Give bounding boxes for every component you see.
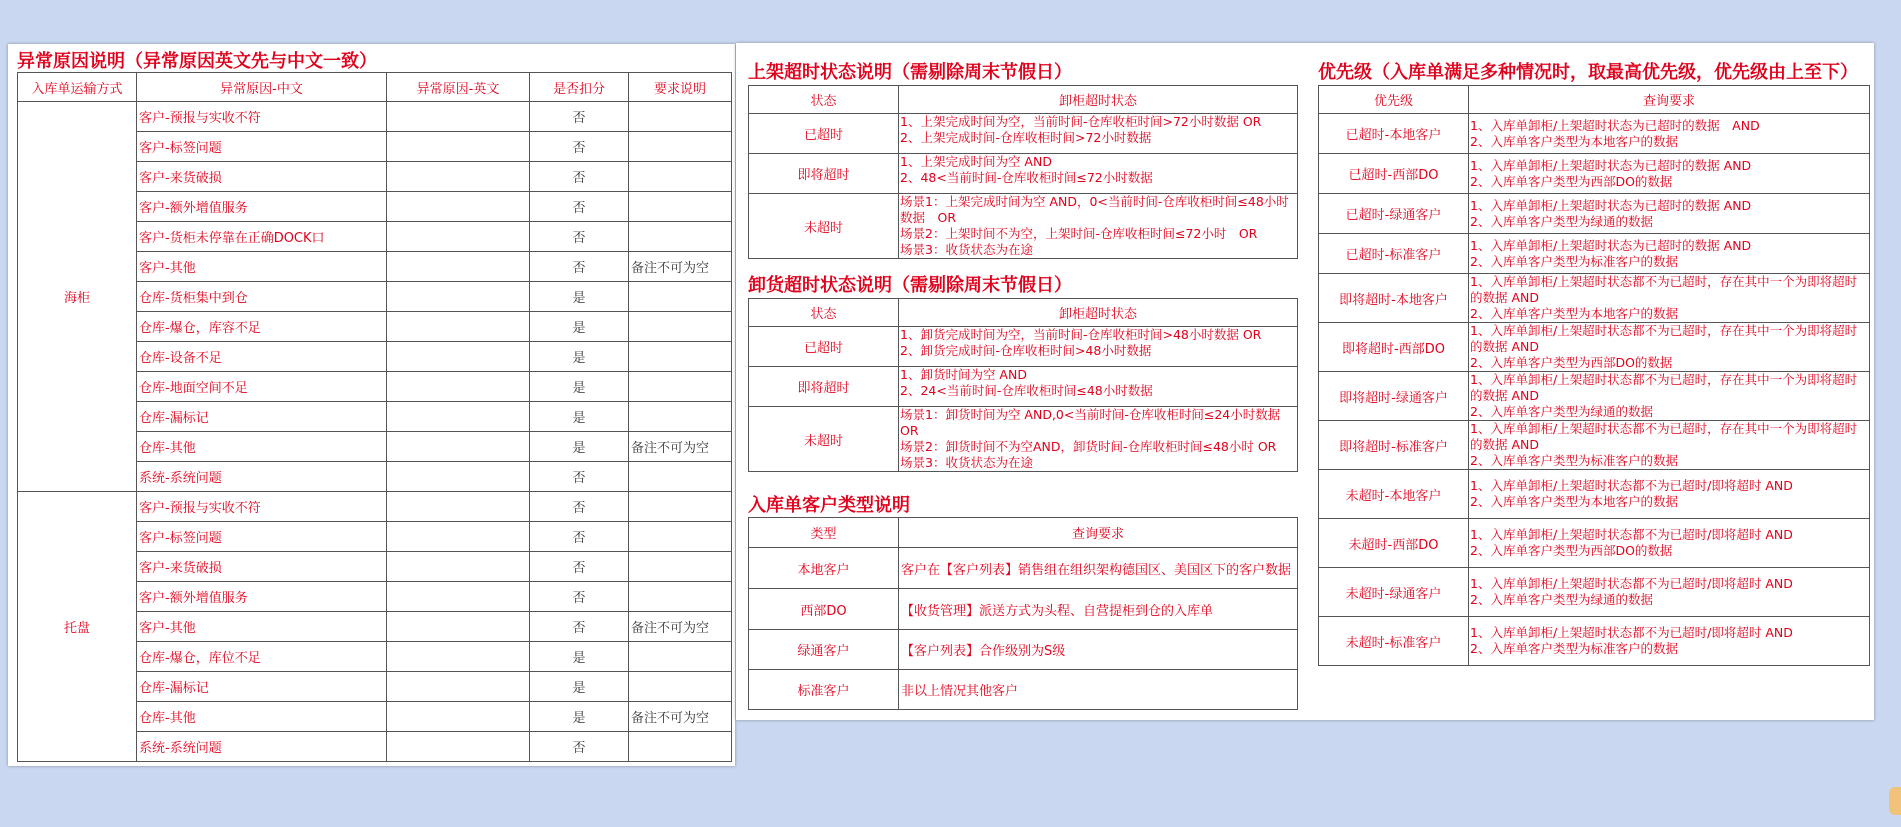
unloading-table xyxy=(748,298,1298,472)
customer-type-cell: 西部DO xyxy=(749,589,899,630)
deduct-cell: 否 xyxy=(530,582,629,612)
priority-header-desc: 查询要求 xyxy=(1469,86,1870,114)
reason-en-cell xyxy=(387,642,530,672)
note-cell: 备注不可为空 xyxy=(629,612,732,642)
shelving-table xyxy=(748,85,1298,259)
note-cell xyxy=(629,402,732,432)
status-desc-cell: 场景1：卸货时间为空 AND,0<当前时间-仓库收柜时间≤24小时数据 OR 场景2：卸货时间不为空AND，卸货时间-仓库收柜时间≤48小时 OR 场景3：收货状态为在途 xyxy=(899,407,1298,472)
reason-cn-cell: 客户-标签问题 xyxy=(137,132,387,162)
exception-title: 异常原因说明（异常原因英文先与中文一致） xyxy=(17,51,377,72)
table-row xyxy=(1319,617,1870,666)
priority-desc-cell: 1、入库单卸柜/上架超时状态都不为已超时，存在其中一个为即将超时的数据 AND 2、入库单客户类型为本地客户的数据 xyxy=(1469,274,1870,323)
deduct-cell: 是 xyxy=(530,372,629,402)
deduct-cell: 否 xyxy=(530,462,629,492)
priority-desc-cell: 1、入库单卸柜/上架超时状态都不为已超时，存在其中一个为即将超时的数据 AND 2、入库单客户类型为标准客户的数据 xyxy=(1469,421,1870,470)
reason-cn-cell: 仓库-爆仓，库容不足 xyxy=(137,312,387,342)
exception-table xyxy=(17,72,732,762)
reason-cn-cell: 客户-额外增值服务 xyxy=(137,582,387,612)
priority-level-cell: 已超时-本地客户 xyxy=(1319,114,1469,154)
deduct-cell: 否 xyxy=(530,552,629,582)
note-cell xyxy=(629,222,732,252)
table-row xyxy=(1319,234,1870,274)
reason-cn-cell: 仓库-其他 xyxy=(137,702,387,732)
reason-en-cell xyxy=(387,702,530,732)
table-row xyxy=(1319,421,1870,470)
reason-cn-cell: 仓库-漏标记 xyxy=(137,402,387,432)
customer-type-table xyxy=(748,517,1298,710)
priority-level-cell: 即将超时-西部DO xyxy=(1319,323,1469,372)
note-cell xyxy=(629,732,732,762)
shelving-header-status: 状态 xyxy=(749,86,899,114)
deduct-cell: 否 xyxy=(530,102,629,132)
reason-cn-cell: 仓库-其他 xyxy=(137,432,387,462)
deduct-cell: 是 xyxy=(530,642,629,672)
reason-en-cell xyxy=(387,672,530,702)
priority-desc-cell: 1、入库单卸柜/上架超时状态都不为已超时/即将超时 AND 2、入库单客户类型为西部DO的数据 xyxy=(1469,519,1870,568)
table-row xyxy=(1319,323,1870,372)
table-row xyxy=(749,548,1298,589)
table-row xyxy=(1319,114,1870,154)
customer-type-desc-cell: 非以上情况其他客户 xyxy=(899,670,1298,710)
reason-en-cell xyxy=(387,432,530,462)
note-cell xyxy=(629,312,732,342)
priority-header-level: 优先级 xyxy=(1319,86,1469,114)
header-deduct: 是否扣分 xyxy=(530,73,629,102)
reason-cn-cell: 客户-预报与实收不符 xyxy=(137,492,387,522)
priority-table xyxy=(1318,85,1870,666)
table-row xyxy=(749,407,1298,472)
table-row xyxy=(749,327,1298,367)
deduct-cell: 否 xyxy=(530,252,629,282)
reason-cn-cell: 系统-系统问题 xyxy=(137,462,387,492)
reason-cn-cell: 客户-额外增值服务 xyxy=(137,192,387,222)
reason-cn-cell: 客户-标签问题 xyxy=(137,522,387,552)
reason-en-cell xyxy=(387,282,530,312)
exception-sheet xyxy=(8,44,735,766)
deduct-cell: 否 xyxy=(530,612,629,642)
deduct-cell: 否 xyxy=(530,222,629,252)
note-cell xyxy=(629,132,732,162)
priority-level-cell: 未超时-本地客户 xyxy=(1319,470,1469,519)
table-row xyxy=(749,154,1298,194)
status-sheet xyxy=(736,43,1874,720)
note-cell xyxy=(629,192,732,222)
priority-desc-cell: 1、入库单卸柜/上架超时状态都不为已超时/即将超时 AND 2、入库单客户类型为绿通的数据 xyxy=(1469,568,1870,617)
reason-cn-cell: 客户-货柜未停靠在正确DOCK口 xyxy=(137,222,387,252)
note-cell xyxy=(629,282,732,312)
priority-desc-cell: 1、入库单卸柜/上架超时状态为已超时的数据 AND 2、入库单客户类型为西部DO的数据 xyxy=(1469,154,1870,194)
priority-desc-cell: 1、入库单卸柜/上架超时状态为已超时的数据 AND 2、入库单客户类型为绿通的数据 xyxy=(1469,194,1870,234)
priority-desc-cell: 1、入库单卸柜/上架超时状态都不为已超时/即将超时 AND 2、入库单客户类型为标准客户的数据 xyxy=(1469,617,1870,666)
priority-title: 优先级（入库单满足多种情况时，取最高优先级，优先级由上至下） xyxy=(1318,62,1858,83)
status-cell: 未超时 xyxy=(749,407,899,472)
reason-en-cell xyxy=(387,732,530,762)
deduct-cell: 是 xyxy=(530,342,629,372)
customer-type-cell: 本地客户 xyxy=(749,548,899,589)
table-row xyxy=(749,194,1298,259)
status-desc-cell: 1、卸货完成时间为空，当前时间-仓库收柜时间>48小时数据 OR 2、卸货完成时间-仓库收柜时间>48小时数据 xyxy=(899,327,1298,367)
status-desc-cell: 场景1：上架完成时间为空 AND，0<当前时间-仓库收柜时间≤48小时数据 OR 场景2：上架时间不为空，上架时间-仓库收柜时间≤72小时 OR 场景3：收货状态为在途 xyxy=(899,194,1298,259)
table-row xyxy=(749,114,1298,154)
reason-en-cell xyxy=(387,612,530,642)
note-cell xyxy=(629,642,732,672)
table-row xyxy=(18,492,732,522)
status-cell: 未超时 xyxy=(749,194,899,259)
reason-en-cell xyxy=(387,162,530,192)
deduct-cell: 否 xyxy=(530,132,629,162)
status-cell: 即将超时 xyxy=(749,367,899,407)
unloading-header-status: 状态 xyxy=(749,299,899,327)
note-cell: 备注不可为空 xyxy=(629,252,732,282)
table-row xyxy=(749,589,1298,630)
reason-en-cell xyxy=(387,132,530,162)
table-row xyxy=(749,367,1298,407)
reason-cn-cell: 客户-来货破损 xyxy=(137,552,387,582)
reason-en-cell xyxy=(387,462,530,492)
transport-mode-cell: 托盘 xyxy=(18,492,137,762)
reason-en-cell xyxy=(387,552,530,582)
customer-type-desc-cell: 【收货管理】派送方式为头程、自营提柜到仓的入库单 xyxy=(899,589,1298,630)
customer-type-header-desc: 查询要求 xyxy=(899,518,1298,548)
table-row xyxy=(1319,194,1870,234)
customer-type-title: 入库单客户类型说明 xyxy=(748,495,910,516)
status-cell: 已超时 xyxy=(749,114,899,154)
deduct-cell: 否 xyxy=(530,162,629,192)
priority-desc-cell: 1、入库单卸柜/上架超时状态都不为已超时/即将超时 AND 2、入库单客户类型为本地客户的数据 xyxy=(1469,470,1870,519)
scroll-edge-handle[interactable] xyxy=(1889,787,1901,815)
transport-mode-cell: 海柜 xyxy=(18,102,137,492)
customer-type-header-type: 类型 xyxy=(749,518,899,548)
header-mode: 入库单运输方式 xyxy=(18,73,137,102)
deduct-cell: 否 xyxy=(530,192,629,222)
reason-cn-cell: 客户-来货破损 xyxy=(137,162,387,192)
deduct-cell: 是 xyxy=(530,402,629,432)
reason-cn-cell: 仓库-漏标记 xyxy=(137,672,387,702)
note-cell xyxy=(629,462,732,492)
reason-cn-cell: 客户-其他 xyxy=(137,612,387,642)
table-row xyxy=(1319,154,1870,194)
priority-level-cell: 已超时-标准客户 xyxy=(1319,234,1469,274)
status-cell: 即将超时 xyxy=(749,154,899,194)
priority-desc-cell: 1、入库单卸柜/上架超时状态都不为已超时，存在其中一个为即将超时的数据 AND 2、入库单客户类型为西部DO的数据 xyxy=(1469,323,1870,372)
reason-cn-cell: 仓库-爆仓，库位不足 xyxy=(137,642,387,672)
reason-en-cell xyxy=(387,192,530,222)
note-cell xyxy=(629,162,732,192)
table-row xyxy=(1319,568,1870,617)
priority-level-cell: 已超时-西部DO xyxy=(1319,154,1469,194)
priority-desc-cell: 1、入库单卸柜/上架超时状态为已超时的数据 AND 2、入库单客户类型为本地客户的数据 xyxy=(1469,114,1870,154)
reason-cn-cell: 仓库-设备不足 xyxy=(137,342,387,372)
shelving-title: 上架超时状态说明（需剔除周末节假日） xyxy=(748,62,1072,83)
table-row xyxy=(749,670,1298,710)
table-row xyxy=(18,102,732,132)
note-cell xyxy=(629,522,732,552)
deduct-cell: 是 xyxy=(530,432,629,462)
status-desc-cell: 1、上架完成时间为空，当前时间-仓库收柜时间>72小时数据 OR 2、上架完成时间-仓库收柜时间>72小时数据 xyxy=(899,114,1298,154)
table-row xyxy=(1319,372,1870,421)
note-cell xyxy=(629,372,732,402)
table-row xyxy=(1319,519,1870,568)
note-cell xyxy=(629,492,732,522)
header-reason-en: 异常原因-英文 xyxy=(387,73,530,102)
deduct-cell: 是 xyxy=(530,672,629,702)
customer-type-desc-cell: 客户在【客户列表】销售组在组织架构德国区、美国区下的客户数据 xyxy=(899,548,1298,589)
reason-en-cell xyxy=(387,102,530,132)
reason-cn-cell: 客户-其他 xyxy=(137,252,387,282)
table-row xyxy=(1319,274,1870,323)
header-note: 要求说明 xyxy=(629,73,732,102)
note-cell: 备注不可为空 xyxy=(629,702,732,732)
reason-cn-cell: 系统-系统问题 xyxy=(137,732,387,762)
reason-en-cell xyxy=(387,492,530,522)
reason-en-cell xyxy=(387,222,530,252)
customer-type-cell: 标准客户 xyxy=(749,670,899,710)
note-cell xyxy=(629,672,732,702)
reason-en-cell xyxy=(387,582,530,612)
shelving-header-desc: 卸柜超时状态 xyxy=(899,86,1298,114)
deduct-cell: 否 xyxy=(530,492,629,522)
deduct-cell: 是 xyxy=(530,312,629,342)
note-cell xyxy=(629,102,732,132)
reason-en-cell xyxy=(387,522,530,552)
reason-en-cell xyxy=(387,312,530,342)
reason-cn-cell: 客户-预报与实收不符 xyxy=(137,102,387,132)
unloading-title: 卸货超时状态说明（需剔除周末节假日） xyxy=(748,275,1072,296)
note-cell: 备注不可为空 xyxy=(629,432,732,462)
priority-level-cell: 已超时-绿通客户 xyxy=(1319,194,1469,234)
header-reason-cn: 异常原因-中文 xyxy=(137,73,387,102)
priority-level-cell: 即将超时-本地客户 xyxy=(1319,274,1469,323)
deduct-cell: 否 xyxy=(530,522,629,552)
priority-desc-cell: 1、入库单卸柜/上架超时状态都不为已超时，存在其中一个为即将超时的数据 AND 2、入库单客户类型为绿通的数据 xyxy=(1469,372,1870,421)
reason-en-cell xyxy=(387,402,530,432)
unloading-header-desc: 卸柜超时状态 xyxy=(899,299,1298,327)
deduct-cell: 是 xyxy=(530,282,629,312)
customer-type-desc-cell: 【客户列表】合作级别为S级 xyxy=(899,630,1298,670)
note-cell xyxy=(629,552,732,582)
reason-en-cell xyxy=(387,372,530,402)
status-desc-cell: 1、卸货时间为空 AND 2、24<当前时间-仓库收柜时间≤48小时数据 xyxy=(899,367,1298,407)
priority-level-cell: 未超时-标准客户 xyxy=(1319,617,1469,666)
table-row xyxy=(1319,470,1870,519)
customer-type-cell: 绿通客户 xyxy=(749,630,899,670)
note-cell xyxy=(629,342,732,372)
reason-en-cell xyxy=(387,252,530,282)
priority-level-cell: 即将超时-绿通客户 xyxy=(1319,372,1469,421)
priority-level-cell: 即将超时-标准客户 xyxy=(1319,421,1469,470)
reason-cn-cell: 仓库-货柜集中到仓 xyxy=(137,282,387,312)
note-cell xyxy=(629,582,732,612)
status-desc-cell: 1、上架完成时间为空 AND 2、48<当前时间-仓库收柜时间≤72小时数据 xyxy=(899,154,1298,194)
deduct-cell: 是 xyxy=(530,702,629,732)
priority-desc-cell: 1、入库单卸柜/上架超时状态为已超时的数据 AND 2、入库单客户类型为标准客户的数据 xyxy=(1469,234,1870,274)
priority-level-cell: 未超时-绿通客户 xyxy=(1319,568,1469,617)
status-cell: 已超时 xyxy=(749,327,899,367)
table-row xyxy=(749,630,1298,670)
deduct-cell: 否 xyxy=(530,732,629,762)
reason-cn-cell: 仓库-地面空间不足 xyxy=(137,372,387,402)
reason-en-cell xyxy=(387,342,530,372)
priority-level-cell: 未超时-西部DO xyxy=(1319,519,1469,568)
